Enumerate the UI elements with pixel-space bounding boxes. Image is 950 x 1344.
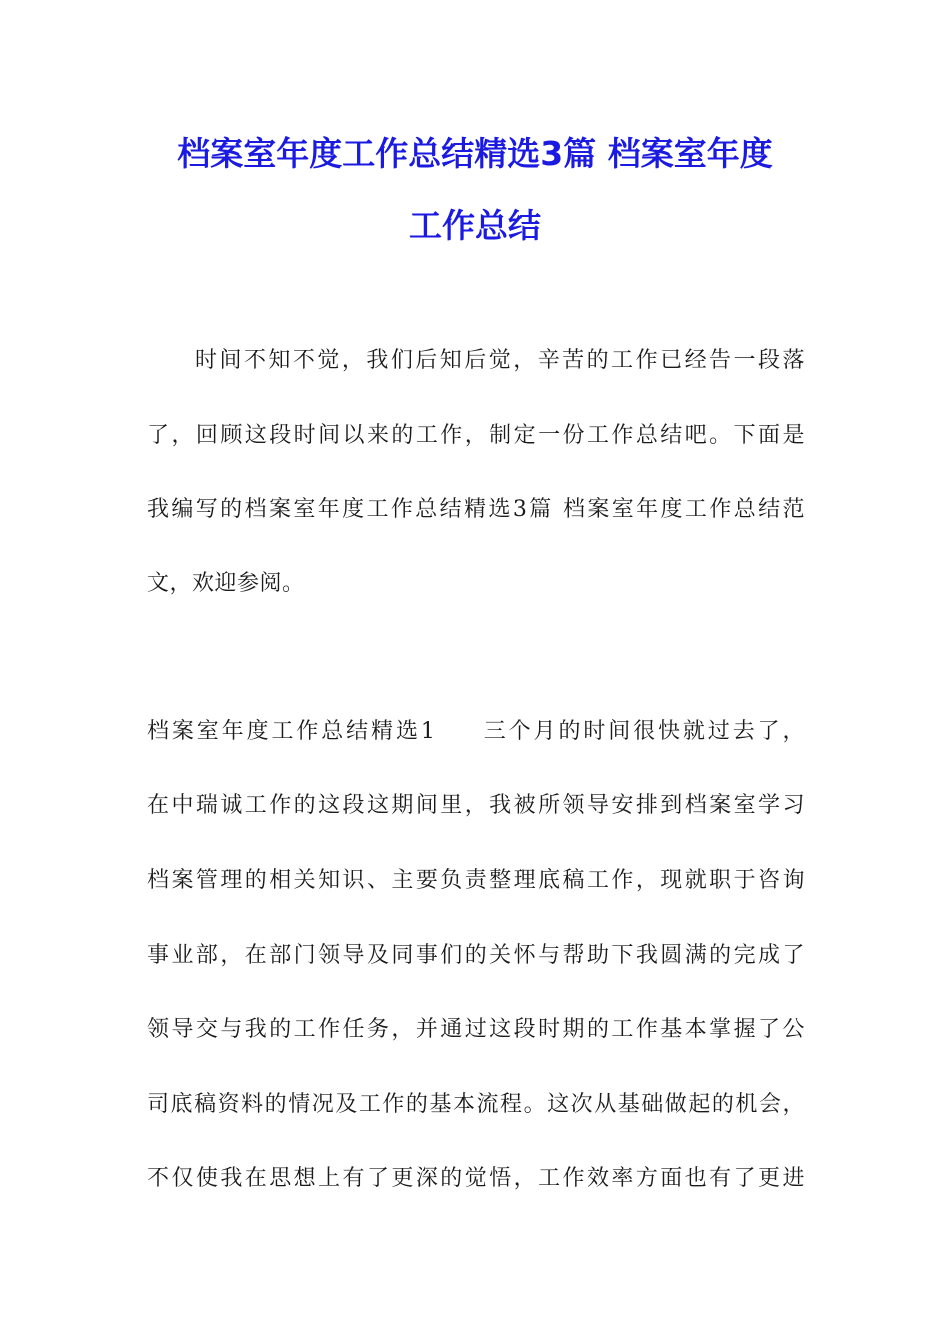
section-1-first-line: [147, 717, 805, 747]
section-1-paragraph-line: 事业部，在部门领导及同事们的关怀与帮助下我圆满的完成了: [147, 943, 805, 968]
intro-paragraph-line: 文，欢迎参阅。: [147, 571, 305, 596]
intro-paragraph-line: 了，回顾这段时间以来的工作，制定一份工作总结吧。下面是: [147, 423, 805, 448]
section-1-paragraph-line: 档案管理的相关知识、主要负责整理底稿工作，现就职于咨询: [147, 868, 805, 893]
intro-paragraph-line: 我编写的档案室年度工作总结精选3篇 档案室年度工作总结范: [147, 497, 805, 522]
section-1-paragraph-line: 司底稿资料的情况及工作的基本流程。这次从基础做起的机会，: [147, 1092, 805, 1117]
document-title-line-2: 工作总结: [409, 206, 541, 245]
section-1-heading: 档案室年度工作总结精选1: [147, 719, 436, 744]
section-1-paragraph-line: 不仅使我在思想上有了更深的觉悟，工作效率方面也有了更进: [147, 1166, 805, 1191]
document-title-line-1: 档案室年度工作总结精选3篇 档案室年度: [177, 134, 773, 173]
section-1-paragraph-line: 领导交与我的工作任务，并通过这段时期的工作基本掌握了公: [147, 1017, 805, 1042]
section-1-first-line-text: 三个月的时间很快就过去了，: [481, 719, 805, 744]
intro-paragraph-line: 时间不知不觉，我们后知后觉，辛苦的工作已经告一段落: [195, 348, 805, 373]
section-1-paragraph-line: 在中瑞诚工作的这段这期间里，我被所领导安排到档案室学习: [147, 793, 805, 818]
